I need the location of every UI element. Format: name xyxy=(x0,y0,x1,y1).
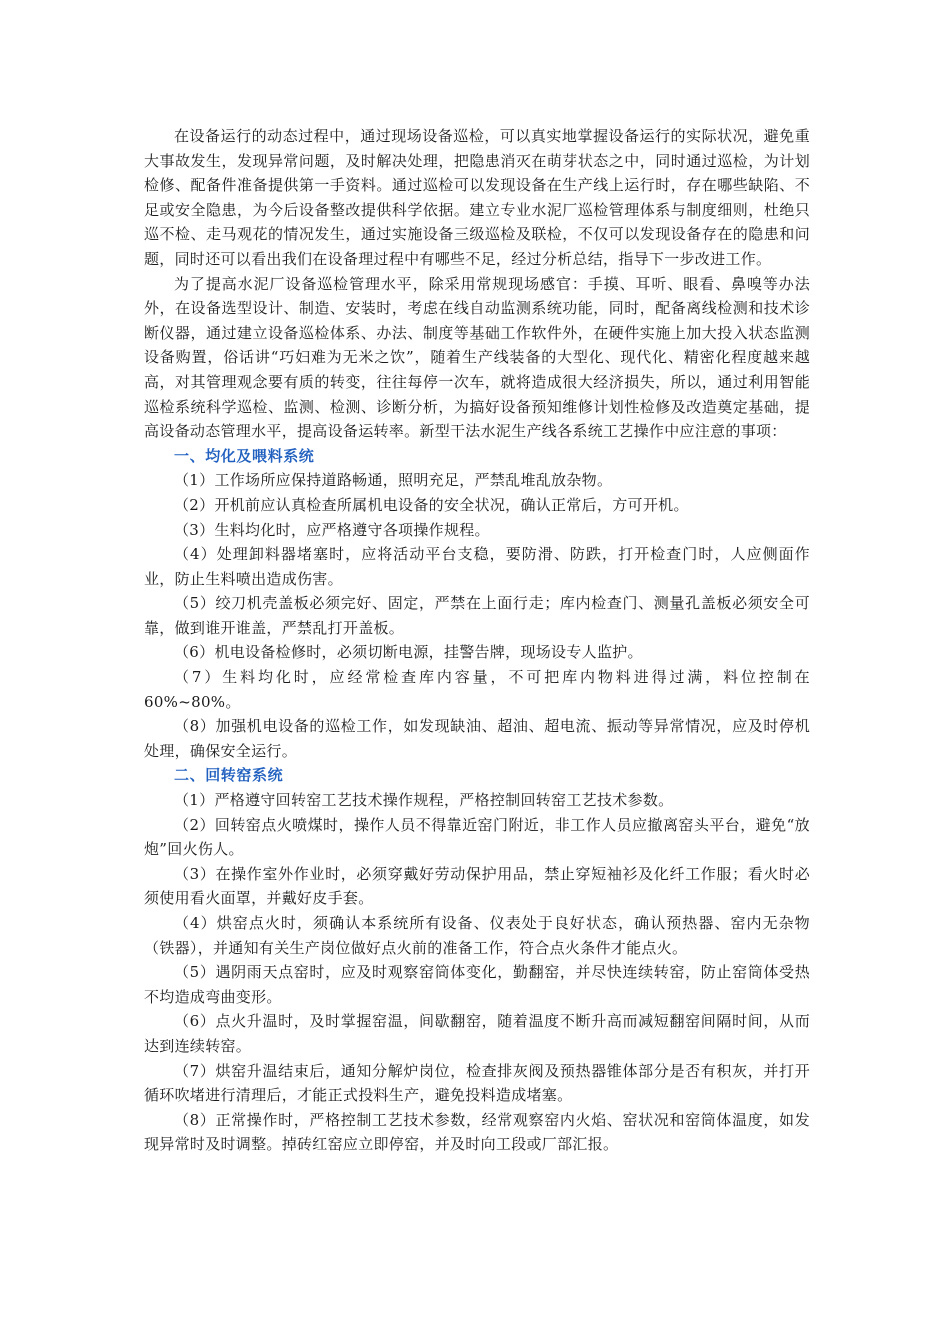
list-item: （7）生料均化时，应经常检查库内容量，不可把库内物料进得过满，料位控制在60%~80%。 xyxy=(144,668,810,711)
list-item: （1）严格遵守回转窑工艺技术操作规程，严格控制回转窑工艺技术参数。 xyxy=(174,791,674,810)
list-item: （3）在操作室外作业时，必须穿戴好劳动保护用品，禁止穿短袖衫及化纤工作服；看火时必须使用看火面罩，并戴好皮手套。 xyxy=(144,864,810,908)
list-item: （8）正常操作时，严格控制工艺技术参数，经常观察窑内火焰、窑状况和窑筒体温度，如发现异常时及时调整。掉砖红窑应立即停窑，并及时向工段或厂部汇报。 xyxy=(144,1110,810,1154)
list-item: （6）点火升温时，及时掌握窑温，间歇翻窑，随着温度不断升高而减短翻窑间隔时间，从而达到连续转窑。 xyxy=(144,1012,810,1055)
list-item: （3）生料均化时，应严格遵守各项操作规程。 xyxy=(174,520,490,539)
list-item: （5）绞刀机壳盖板必须完好、固定，严禁在上面行走；库内检查门、测量孔盖板必须安全可靠，做到谁开谁盖，严禁乱打开盖板。 xyxy=(144,594,810,637)
section-heading: 一、均化及喂料系统 xyxy=(174,446,315,465)
section-heading: 二、回转窑系统 xyxy=(174,766,284,785)
list-item: （4）烘窑点火时，须确认本系统所有设备、仪表处于良好状态，确认预热器、窑内无杂物（铁器），并通知有关生产岗位做好点火前的准备工作，符合点火条件才能点火。 xyxy=(144,914,810,957)
intro-paragraph: 为了提高水泥厂设备巡检管理水平，除采用常规现场感官：手摸、耳听、眼看、鼻嗅等办法外，在设备选型设计、制造、安装时，考虑在线自动监测系统功能，同时，配备离线检测和技术诊断仪器，通过建立设备巡检体系、办法、制度等基础工作软件外，在硬件实施上加大投入状态监测设备购置，俗话讲“巧妇难为无米之饮”，随着生产线装备的大型化、现代化、精密化程度越来越高，对其管理观念要有质的转变，往往每停一次车，就将造成很大经济损失，所以，通过利用智能巡检系统科学巡检、监测、检测、诊断分析，为搞好设备预知维修计划性检修及改造奠定基础，提高设备动态管理水平，提高设备运转率。新型干法水泥生产线各系统工艺操作中应注意的事项： xyxy=(144,274,810,441)
list-item: （7）烘窑升温结束后，通知分解炉岗位，检查排灰阀及预热器锥体部分是否有积灰，并打开循环吹堵进行清理后，才能正式投料生产，避免投料造成堵塞。 xyxy=(144,1061,810,1105)
list-item: （5）遇阴雨天点窑时，应及时观察窑筒体变化，勤翻窑，并尽快连续转窑，防止窑筒体受热不均造成弯曲变形。 xyxy=(144,963,810,1006)
list-item: （8）加强机电设备的巡检工作，如发现缺油、超油、超电流、振动等异常情况，应及时停机处理，确保安全运行。 xyxy=(144,717,810,760)
document-page xyxy=(144,124,810,1157)
list-item: （1）工作场所应保持道路畅通，照明充足，严禁乱堆乱放杂物。 xyxy=(174,471,613,490)
list-item: （6）机电设备检修时，必须切断电源，挂警告牌，现场设专人监护。 xyxy=(174,643,643,662)
list-item: （2）回转窑点火喷煤时，操作人员不得靠近窑门附近，非工作人员应撤离窑头平台，避免“放炮”回火伤人。 xyxy=(144,815,810,859)
intro-paragraph: 在设备运行的动态过程中，通过现场设备巡检，可以真实地掌握设备运行的实际状况，避免重大事故发生，发现异常问题，及时解决处理，把隐患消灭在萌芽状态之中，同时通过巡检，为计划检修、配备件准备提供第一手资料。通过巡检可以发现设备在生产线上运行时，存在哪些缺陷、不足或安全隐患，为今后设备整改提供科学依据。建立专业水泥厂巡检管理体系与制度细则，杜绝只巡不检、走马观花的情况发生，通过实施设备三级巡检及联检，不仅可以发现设备存在的隐患和问题，同时还可以看出我们在设备理过程中有哪些不足，经过分析总结，指导下一步改进工作。 xyxy=(144,127,810,268)
list-item: （4）处理卸料器堵塞时，应将活动平台支稳，要防滑、防跌，打开检查门时，人应侧面作业，防止生料喷出造成伤害。 xyxy=(144,545,810,588)
list-item: （2）开机前应认真检查所属机电设备的安全状况，确认正常后，方可开机。 xyxy=(174,495,689,514)
